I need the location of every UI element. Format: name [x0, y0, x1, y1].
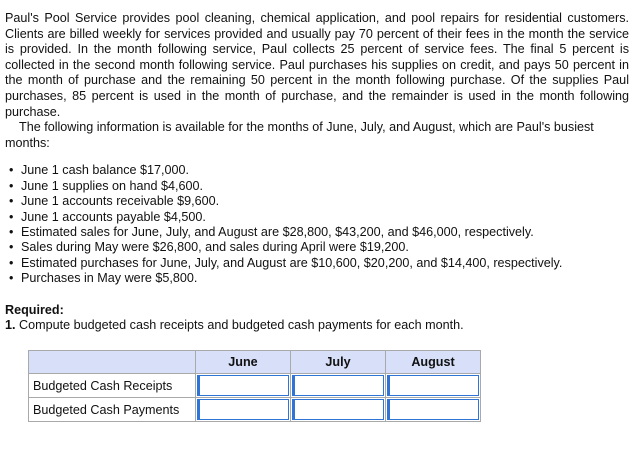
problem-intro: Paul's Pool Service provides pool cleaning, chemical application, and pool repairs for residential customers. Clients are billed weekly for services provided and usually pay 70 percent of their fees in the month the service is provided. In the month following service, Paul collects 25 percent of service fees. The final 5 percent is collected in the second month following service. Paul purchases his supplies on credit, and pays 50 percent in the month of purchase and the remaining 50 percent in the month following purchase. Of the supplies Paul purchases, 85 percent is used in the month of purchase, and the remainder is used in the month following purchase. [5, 11, 629, 119]
info-line: The following information is available for the months of June, July, and August, which are Paul's busiest months: [5, 120, 594, 150]
bullet-icon: • [9, 194, 14, 209]
row-label-payments: Budgeted Cash Payments [29, 398, 196, 422]
payments-august-input[interactable] [386, 398, 481, 422]
bullet-icon: • [9, 271, 14, 286]
list-item: • Estimated sales for June, July, and August are $28,800, $43,200, and $46,000, respectively. [9, 224, 534, 239]
given-info-list [5, 163, 629, 286]
row-label-receipts: Budgeted Cash Receipts [29, 374, 196, 398]
task-number: 1. [5, 318, 16, 333]
column-header-june: June [196, 351, 291, 374]
list-item: • June 1 supplies on hand $4,600. [9, 178, 204, 193]
table-row [29, 398, 481, 422]
budget-table [28, 350, 481, 422]
list-item: • Purchases in May were $5,800. [9, 271, 198, 286]
list-item: • Estimated purchases for June, July, and August are $10,600, $20,200, and $14,400, respectively. [9, 255, 563, 270]
payments-june-input[interactable] [196, 398, 291, 422]
task-text: Compute budgeted cash receipts and budgeted cash payments for each month. [19, 318, 464, 333]
bullet-icon: • [9, 255, 14, 270]
bullet-icon: • [9, 240, 14, 255]
table-header-row [29, 351, 481, 374]
table-row [29, 374, 481, 398]
column-header-july: July [291, 351, 386, 374]
receipts-june-input[interactable] [196, 374, 291, 398]
bullet-icon: • [9, 209, 14, 224]
task-line [5, 318, 629, 334]
receipts-august-input[interactable] [386, 374, 481, 398]
list-item: • June 1 accounts payable $4,500. [9, 209, 206, 224]
list-item: • June 1 accounts receivable $9,600. [9, 194, 220, 209]
column-header-august: August [386, 351, 481, 374]
table-corner-cell [29, 351, 196, 374]
bullet-icon: • [9, 178, 14, 193]
receipts-july-input[interactable] [291, 374, 386, 398]
required-heading: Required: [5, 302, 64, 317]
bullet-icon: • [9, 163, 14, 178]
problem-content [5, 11, 629, 334]
list-item: • Sales during May were $26,800, and sales during April were $19,200. [9, 240, 409, 255]
list-item: • June 1 cash balance $17,000. [9, 163, 190, 178]
bullet-icon: • [9, 224, 14, 239]
payments-july-input[interactable] [291, 398, 386, 422]
